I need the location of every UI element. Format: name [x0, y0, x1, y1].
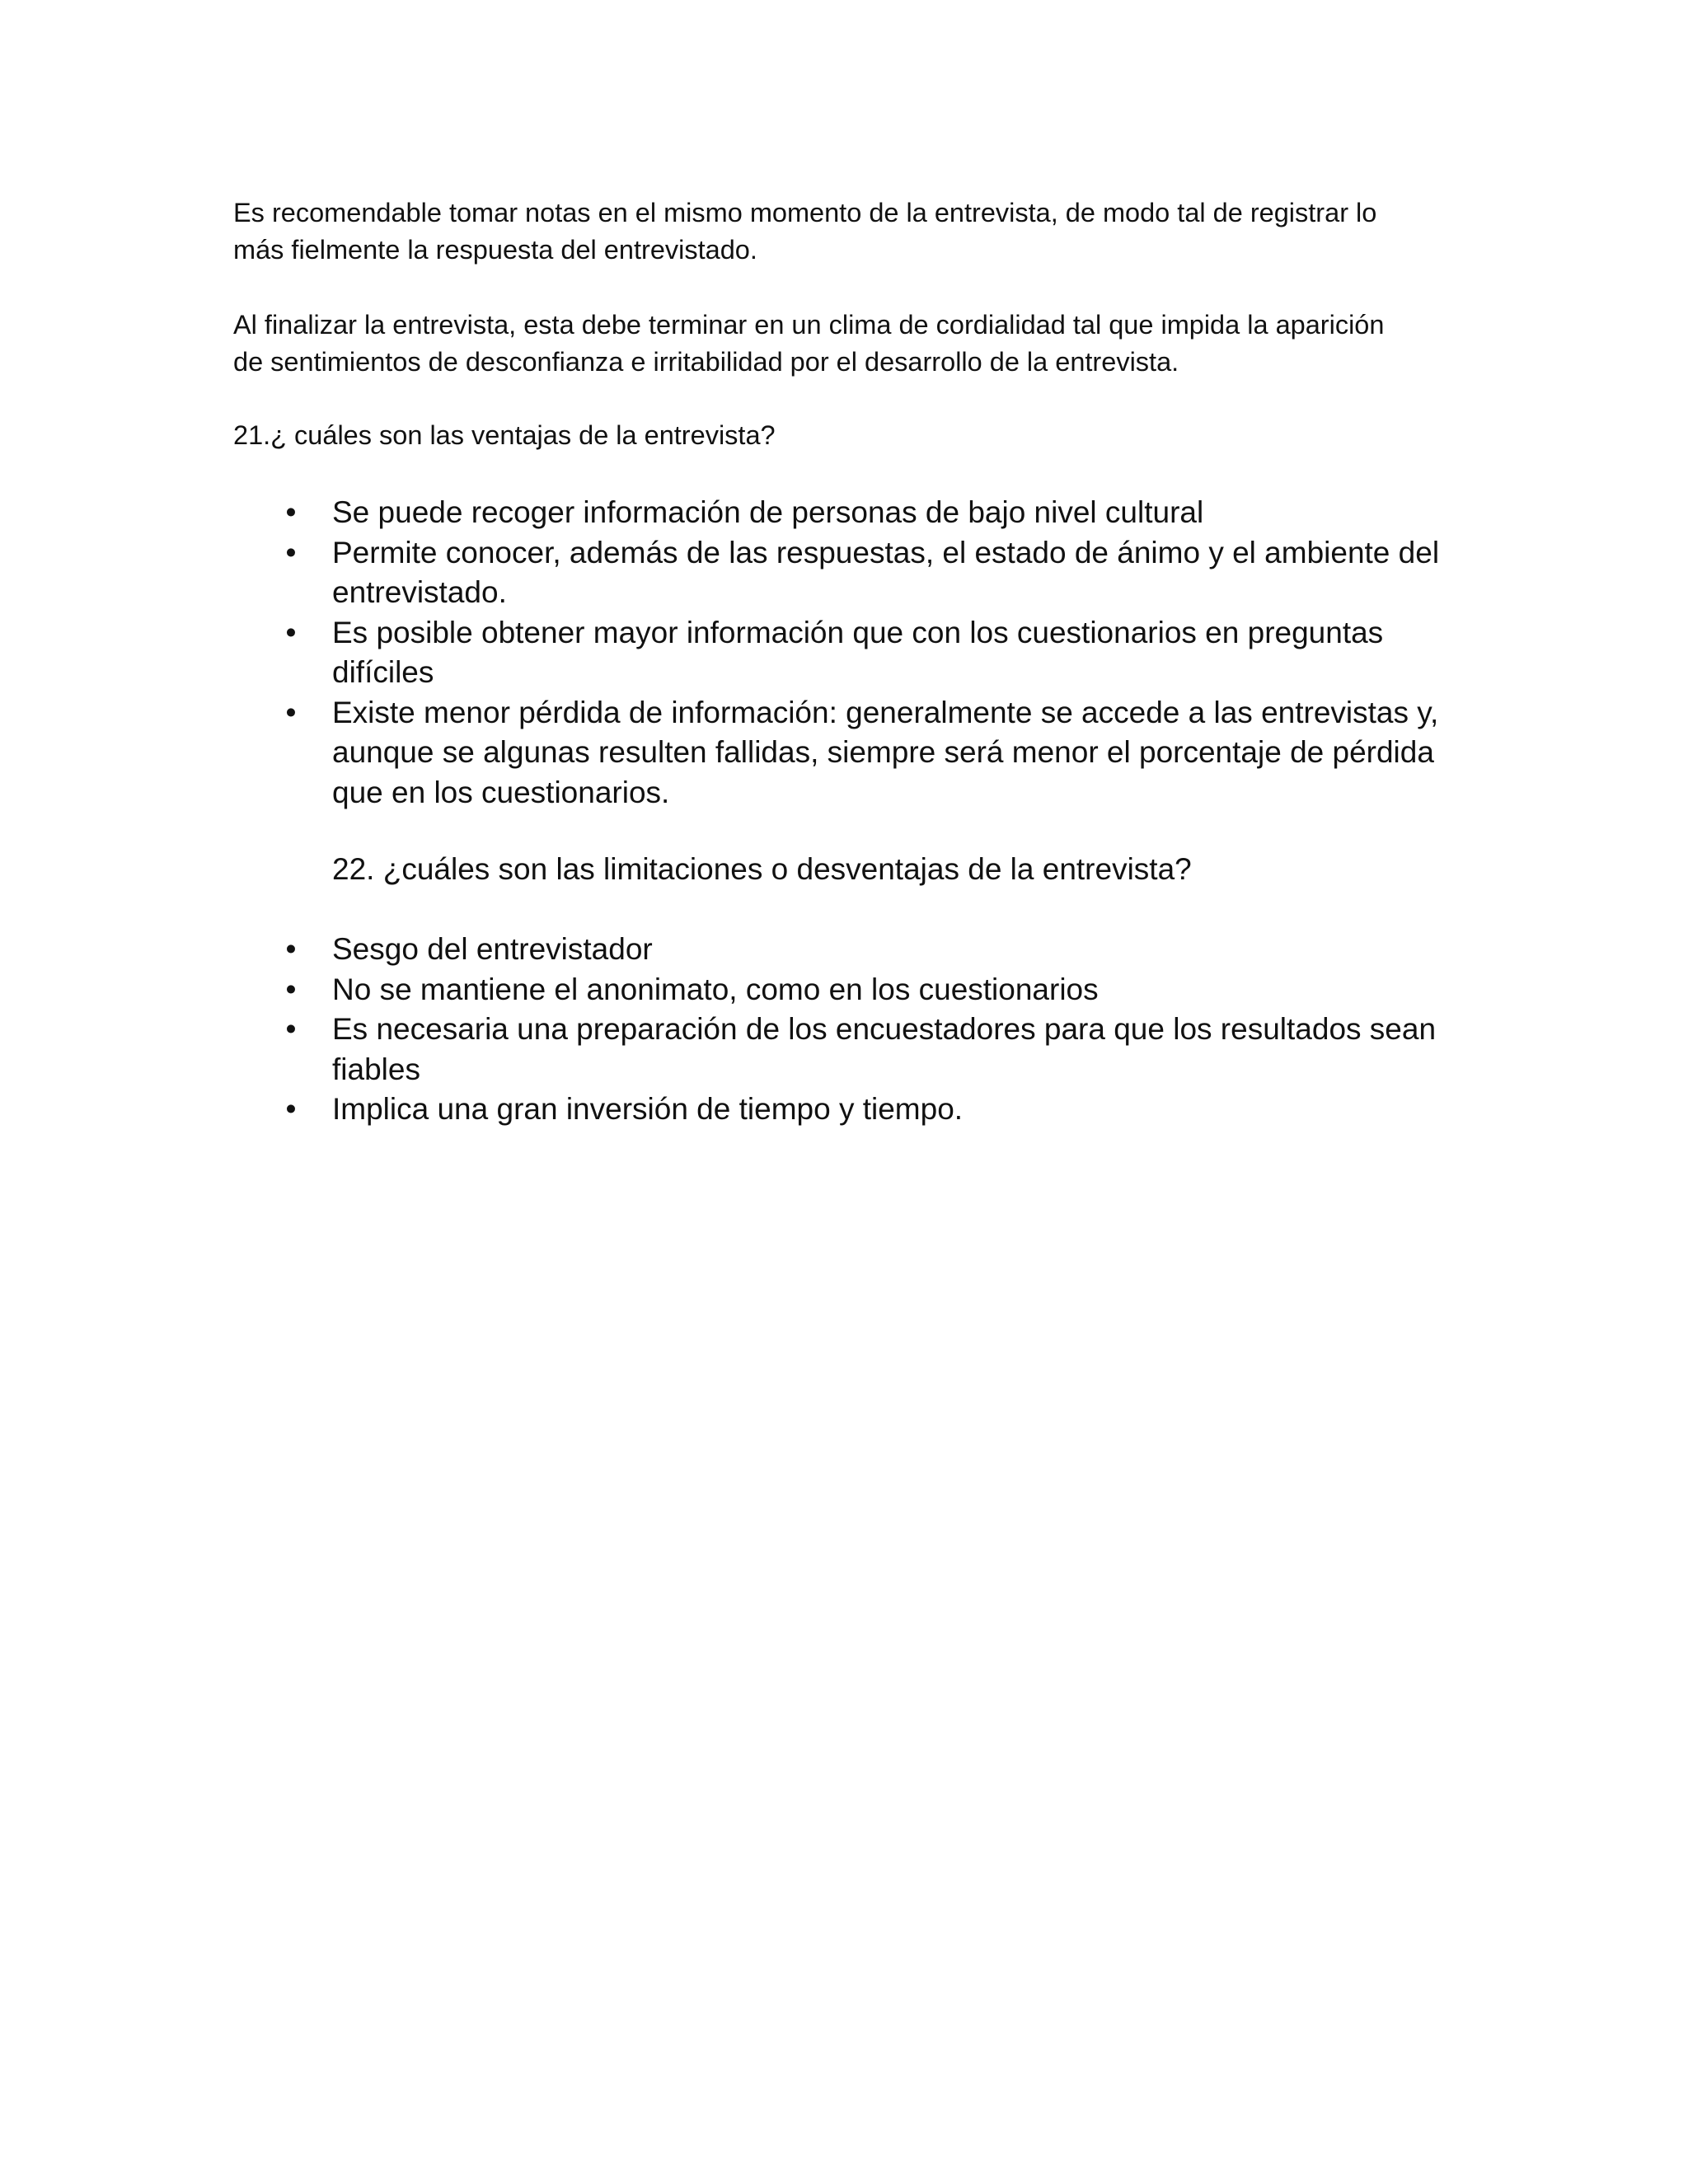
list-item-text: difíciles — [332, 655, 434, 689]
paragraph-line: más fielmente la respuesta del entrevistado. — [233, 235, 757, 265]
paragraph-notes — [233, 194, 1453, 269]
question-22-heading: 22. ¿cuáles son las limitaciones o desventajas de la entrevista? — [332, 852, 1192, 886]
list-item-text: Sesgo del entrevistador — [332, 932, 653, 966]
list-item-text: aunque se algunas resulten fallidas, siempre será menor el porcentaje de pérdida — [332, 735, 1434, 769]
list-item — [0, 493, 1688, 533]
bullet-icon: • — [285, 972, 297, 1006]
list-item-text: No se mantiene el anonimato, como en los cuestionarios — [332, 972, 1099, 1006]
paragraph-line: Al finalizar la entrevista, esta debe terminar en un clima de cordialidad tal que impida la aparición — [233, 310, 1385, 340]
bullet-icon: • — [285, 615, 297, 649]
list-item-text: Implica una gran inversión de tiempo y tiempo. — [332, 1092, 964, 1126]
list-item-text: Es posible obtener mayor información que con los cuestionarios en preguntas — [332, 615, 1384, 649]
ventajas-list — [0, 493, 1688, 813]
list-item — [0, 613, 1688, 693]
list-item-text: que en los cuestionarios. — [332, 775, 670, 809]
list-item-text: Se puede recoger información de personas de bajo nivel cultural — [332, 495, 1204, 529]
list-item-text: Es necesaria una preparación de los encuestadores para que los resultados sean — [332, 1012, 1437, 1046]
bullet-icon: • — [285, 695, 297, 729]
bullet-icon: • — [285, 535, 297, 569]
bullet-icon: • — [285, 932, 297, 966]
paragraph-line: Es recomendable tomar notas en el mismo momento de la entrevista, de modo tal de registrar lo — [233, 198, 1377, 227]
list-item-text: Permite conocer, además de las respuestas, el estado de ánimo y el ambiente del — [332, 535, 1440, 569]
list-item — [0, 1010, 1688, 1090]
bullet-icon: • — [285, 495, 297, 529]
list-item — [0, 1090, 1688, 1130]
desventajas-list — [0, 930, 1688, 1130]
bullet-icon: • — [285, 1092, 297, 1126]
list-item — [0, 970, 1688, 1010]
paragraph-line: de sentimientos de desconfianza e irritabilidad por el desarrollo de la entrevista. — [233, 347, 1179, 377]
paragraph-closing — [233, 307, 1453, 381]
list-item-text: entrevistado. — [332, 575, 507, 609]
bullet-icon: • — [285, 1012, 297, 1046]
question-21-heading: 21.¿ cuáles son las ventajas de la entrevista? — [233, 420, 776, 450]
list-item-text: Existe menor pérdida de información: generalmente se accede a las entrevistas y, — [332, 695, 1439, 729]
list-item-text: fiables — [332, 1052, 420, 1086]
list-item — [0, 533, 1688, 613]
list-item — [0, 693, 1688, 813]
list-item — [0, 930, 1688, 970]
